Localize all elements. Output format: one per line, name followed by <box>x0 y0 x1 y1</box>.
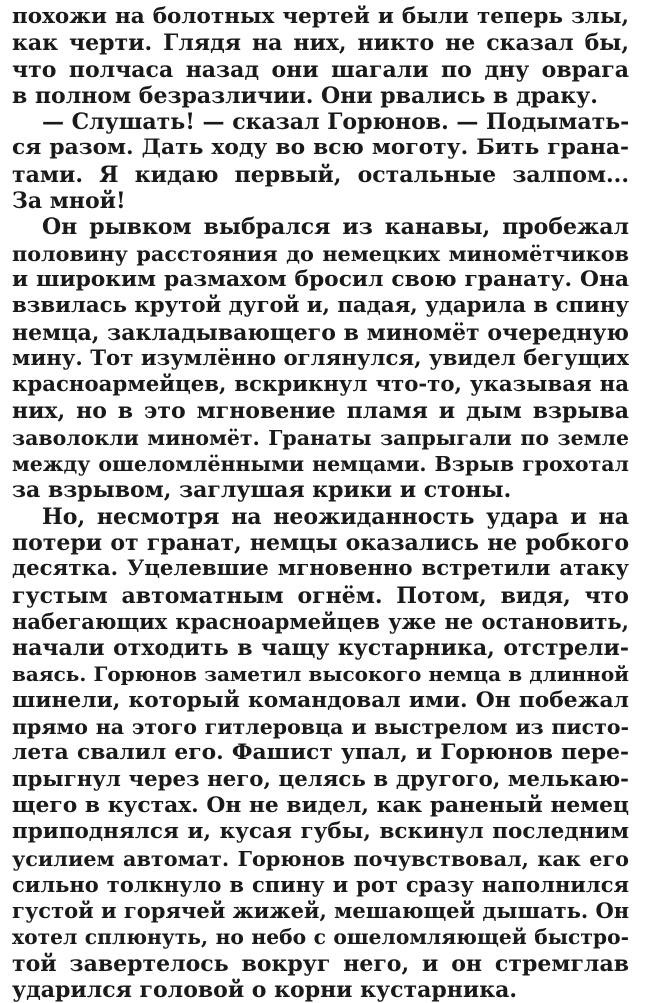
text-line: взвилась крутой дугой и, падая, ударила в спину <box>12 293 629 319</box>
text-line: сильно толкнуло в спину и рот сразу наполнился <box>12 871 629 897</box>
text-line: красноармейцев, вскрикнул что-то, указывая на <box>12 372 629 398</box>
text-line: прямо на этого гитлеровца и выстрелом из писто- <box>12 715 629 740</box>
text-line: приподнялся и, кусая губы, вскинул последним <box>12 819 629 845</box>
text-line: них, но в это мгновение пламя и дым взрыва <box>12 398 629 425</box>
text-line: ваясь. Горюнов заметил высокого немца в длинной <box>12 662 629 687</box>
paragraph-1 <box>12 4 629 109</box>
text-line: Но, несмотря на неожиданность удара и на <box>42 503 629 530</box>
text-line: мину. Тот изумлённо оглянулся, увидел бегущих <box>12 345 629 371</box>
text-line: шинели, который командовал ими. Он побежал <box>12 687 629 713</box>
text-line: заволокли миномёт. Гранаты запрыгали по земле <box>12 425 629 450</box>
text-line: что полчаса назад они шагали по дну оврага <box>12 56 629 83</box>
text-line: половину расстояния до немецких миномётчиков <box>12 241 629 266</box>
text-line: прыгнул через него, целясь в другого, мелькаю- <box>12 766 629 792</box>
text-line: густым автоматным огнём. Потом, видя, что <box>12 582 629 609</box>
text-line: и широким размахом бросил свою гранату. Она <box>12 266 629 292</box>
text-line: хотел сплюнуть, но небо с ошеломляющей быстро- <box>12 925 629 950</box>
paragraph-3 <box>12 214 629 503</box>
paragraph-4 <box>12 504 629 1003</box>
text-line: — Слушать! — сказал Горюнов. — Подымать- <box>42 109 629 136</box>
paragraph-2 <box>12 109 629 214</box>
text-line: потери от гранат, немцы оказались не робкого <box>12 529 629 556</box>
text-line: густой и горячей жижей, мешающей дышать. Он <box>12 898 629 924</box>
text-line: Он рывком выбрался из канавы, пробежал <box>42 214 629 241</box>
text-line: немца, закладывающего в миномёт очередную <box>12 319 629 346</box>
text-line: щего в кустах. Он не видел, как раненый немец <box>12 792 629 818</box>
text-line: похожи на болотных чертей и были теперь злы, <box>12 4 629 29</box>
text-line: той завертелось вокруг него, и он стремглав <box>12 950 629 977</box>
text-line: за взрывом, заглушая крики и стоны. <box>12 477 512 504</box>
text-line: тами. Я кидаю первый, остальные залпом... <box>12 161 629 188</box>
text-line: как черти. Глядя на них, никто не сказал бы, <box>12 30 629 57</box>
text-line: лета свалил его. Фашист упал, и Горюнов пере- <box>12 740 629 766</box>
text-line: За мной! <box>12 188 126 215</box>
text-line: начали отходить в чащу кустарника, отстрели- <box>12 635 629 662</box>
text-line: набегающих красноармейцев уже не остановить, <box>12 608 629 634</box>
text-line: в полном безразличии. Они рвались в драку. <box>12 82 598 109</box>
text-line: между ошеломлёнными немцами. Взрыв грохотал <box>12 452 629 477</box>
text-line: усилием автомат. Горюнов почувствовал, как его <box>12 846 629 871</box>
text-line: десятка. Уцелевшие мгновенно встретили атаку <box>12 556 629 582</box>
text-line: ся разом. Дать ходу во всю моготу. Бить грана- <box>12 135 629 161</box>
text-line: ударился головой о корни кустарника. <box>12 976 518 1003</box>
